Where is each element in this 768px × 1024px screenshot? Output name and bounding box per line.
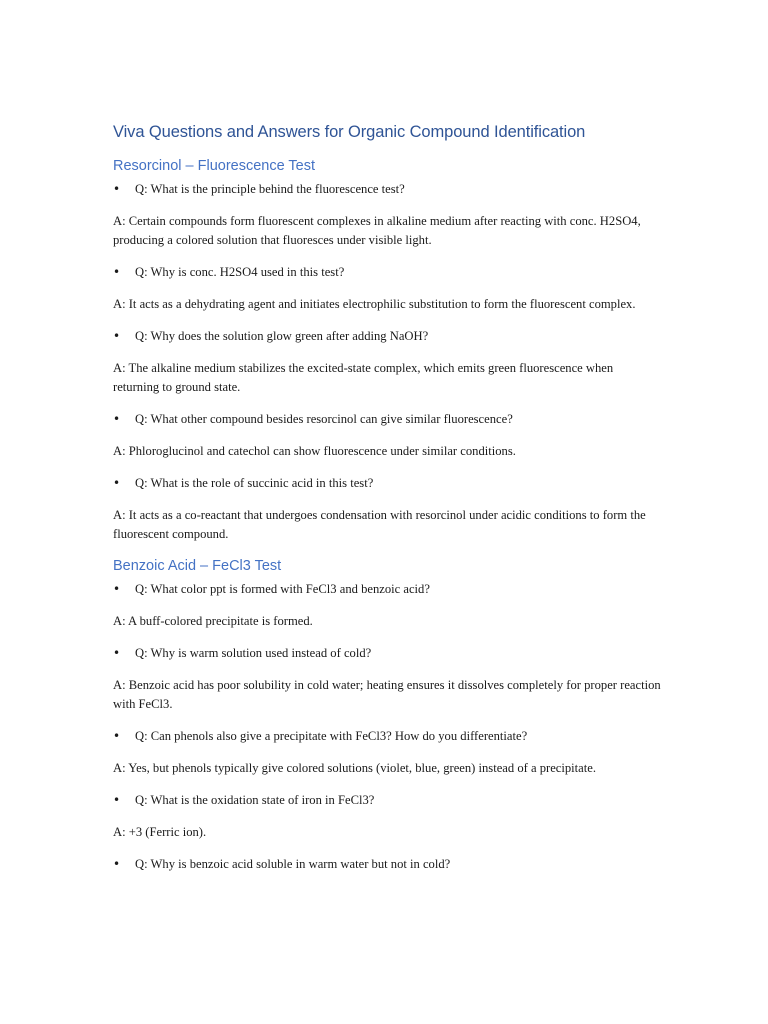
answer: A: The alkaline medium stabilizes the excited-state complex, which emits green fluorescence when returning to ground state.	[113, 361, 614, 395]
question	[113, 580, 661, 599]
bullet-icon: •	[113, 729, 121, 744]
section-heading: Resorcinol – Fluorescence Test	[113, 158, 316, 175]
question	[113, 327, 661, 346]
question-text: Q: Why is benzoic acid soluble in warm water but not in cold?	[135, 857, 451, 872]
bullet-icon: •	[113, 857, 121, 872]
document-title: Viva Questions and Answers for Organic Compound Identification	[113, 123, 586, 141]
section-resorcinol	[113, 157, 661, 544]
qa-item	[113, 180, 661, 250]
question	[113, 180, 661, 199]
question	[113, 474, 661, 493]
question-text: Q: Why is warm solution used instead of cold?	[135, 646, 372, 661]
section-benzoic-acid	[113, 557, 661, 874]
qa-item	[113, 474, 661, 544]
bullet-icon: •	[113, 793, 121, 808]
bullet-icon: •	[113, 265, 121, 280]
qa-item	[113, 855, 661, 874]
bullet-icon: •	[113, 329, 121, 344]
answer: A: +3 (Ferric ion).	[113, 825, 207, 840]
question-text: Q: What color ppt is formed with FeCl3 and benzoic acid?	[135, 582, 430, 597]
qa-item	[113, 644, 661, 714]
question-text: Q: Why does the solution glow green after adding NaOH?	[135, 329, 429, 344]
qa-item	[113, 580, 661, 631]
qa-item	[113, 410, 661, 461]
answer: A: Yes, but phenols typically give colored solutions (violet, blue, green) instead of a precipitate.	[113, 761, 597, 776]
question	[113, 644, 661, 663]
question-text: Q: Can phenols also give a precipitate with FeCl3? How do you differentiate?	[135, 729, 528, 744]
question-text: Q: What is the oxidation state of iron in FeCl3?	[135, 793, 375, 808]
question-text: Q: Why is conc. H2SO4 used in this test?	[135, 265, 345, 280]
answer: A: Certain compounds form fluorescent complexes in alkaline medium after reacting with conc. H2SO4, producing a colored solution that fluoresces under visible light.	[113, 214, 641, 248]
bullet-icon: •	[113, 646, 121, 661]
bullet-icon: •	[113, 582, 121, 597]
qa-item	[113, 327, 661, 397]
document-page	[113, 122, 661, 887]
question	[113, 791, 661, 810]
question	[113, 410, 661, 429]
question-text: Q: What is the principle behind the fluorescence test?	[135, 182, 405, 197]
question-text: Q: What other compound besides resorcinol can give similar fluorescence?	[135, 412, 513, 427]
bullet-icon: •	[113, 182, 121, 197]
answer: A: Benzoic acid has poor solubility in cold water; heating ensures it dissolves completely for proper reaction with FeCl3.	[113, 678, 661, 712]
answer: A: Phloroglucinol and catechol can show fluorescence under similar conditions.	[113, 444, 516, 459]
qa-item	[113, 791, 661, 842]
bullet-icon: •	[113, 412, 121, 427]
question-text: Q: What is the role of succinic acid in this test?	[135, 476, 374, 491]
answer: A: It acts as a co-reactant that undergoes condensation with resorcinol under acidic conditions to form the fluorescent compound.	[113, 508, 646, 542]
answer: A: A buff-colored precipitate is formed.	[113, 614, 313, 629]
question	[113, 727, 661, 746]
bullet-icon: •	[113, 476, 121, 491]
qa-item	[113, 263, 661, 314]
section-heading: Benzoic Acid – FeCl3 Test	[113, 558, 282, 575]
question	[113, 855, 661, 874]
qa-item	[113, 727, 661, 778]
answer: A: It acts as a dehydrating agent and initiates electrophilic substitution to form the fluorescent complex.	[113, 297, 636, 312]
question	[113, 263, 661, 282]
